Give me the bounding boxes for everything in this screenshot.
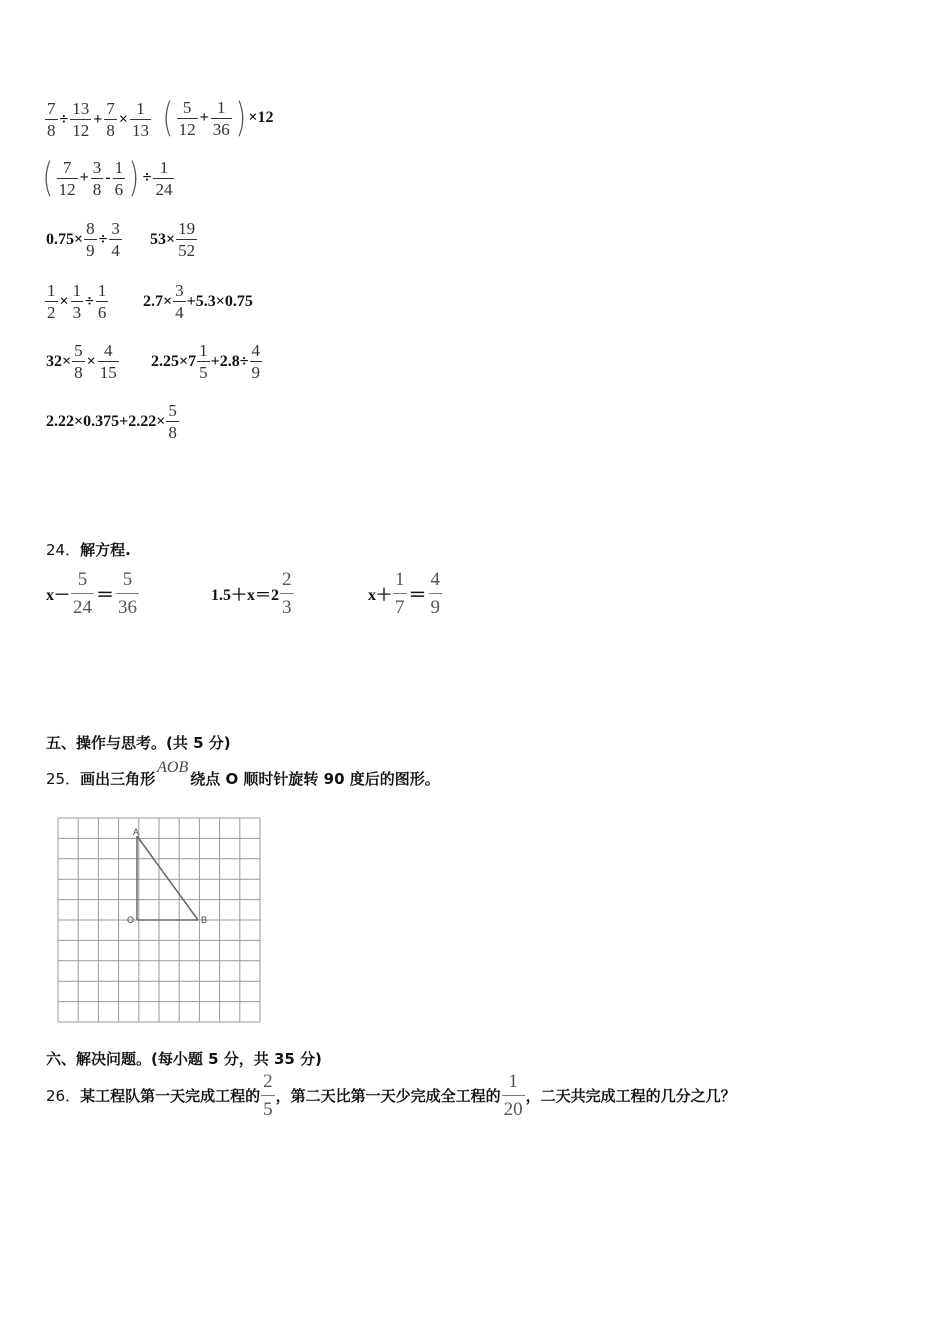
fraction: $\frac{1}{20}$ <box>503 1071 523 1120</box>
fraction: $\frac{5}{12}$ <box>178 97 196 139</box>
equation-3: x＋ $\frac{1}{7}$ ＝ $\frac{4}{9}$ <box>368 569 441 618</box>
question-25-text: 25．画出三角形AOB绕点 O 顺时针旋转 90 度后的图形。 <box>46 759 440 788</box>
fraction: $\frac{4}{9}$ <box>430 569 441 618</box>
fraction: $\frac{3}{4}$ <box>111 219 120 260</box>
calc-row-2: ( $\frac{7}{12}$ + $\frac{3}{8}$ - $\frac{1}{6}$ ) ÷ $\frac{1}{24}$ <box>42 155 173 201</box>
calc-row-1a: $\frac{7}{8}$ ÷ $\frac{13}{12}$ + $\frac{7}{8}$ × $\frac{1}{13}$ <box>47 99 150 140</box>
calc-row-3b: 53× $\frac{19}{52}$ <box>150 219 196 260</box>
label-o: O <box>127 915 135 925</box>
calc-row-3a: 0.75× $\frac{8}{9}$ ÷ $\frac{3}{4}$ <box>46 219 120 260</box>
fraction: $\frac{8}{9}$ <box>86 219 95 260</box>
fraction: $\frac{5}{24}$ <box>73 569 93 618</box>
equation-1: x－ $\frac{5}{24}$ ＝ $\frac{5}{36}$ <box>46 569 138 618</box>
equation-2: 1.5＋x＝2 $\frac{2}{3}$ <box>211 569 292 618</box>
fraction: $\frac{1}{5}$ <box>199 341 208 382</box>
fraction: $\frac{2}{5}$ <box>263 1071 273 1120</box>
fraction: $\frac{1}{2}$ <box>47 281 56 322</box>
section-5-title: 五、操作与思考。(共 5 分) <box>46 734 231 752</box>
segment-ab <box>137 836 198 920</box>
fraction: $\frac{1}{3}$ <box>72 281 82 322</box>
fraction: $\frac{2}{3}$ <box>282 569 292 618</box>
fraction: $\frac{1}{24}$ <box>155 157 173 199</box>
fraction: $\frac{5}{36}$ <box>118 569 138 618</box>
fraction: $\frac{7}{12}$ <box>58 157 76 199</box>
fraction: $\frac{7}{8}$ <box>47 99 56 140</box>
fraction: $\frac{7}{8}$ <box>106 99 115 140</box>
question-26-text: 26． 某工程队第一天完成工程的 $\frac{2}{5}$ ，第二天比第一天少完成全工程的 $\frac{1}{20}$ ，二天共完成工程的几分之几？ <box>46 1071 736 1120</box>
fraction: $\frac{19}{52}$ <box>178 219 196 260</box>
fraction: $\frac{1}{7}$ <box>395 569 405 618</box>
calc-row-6: 2.22×0.375+2.22× $\frac{5}{8}$ <box>46 401 177 442</box>
fraction: $\frac{13}{12}$ <box>72 99 90 140</box>
calc-row-5b: 2.25×7 $\frac{1}{5}$ +2.8÷ $\frac{4}{9}$ <box>151 341 261 382</box>
fraction: $\frac{1}{36}$ <box>212 97 230 139</box>
fraction: $\frac{1}{13}$ <box>132 99 150 140</box>
fraction: $\frac{4}{15}$ <box>99 341 117 382</box>
grid-figure <box>56 816 262 1026</box>
fraction: $\frac{1}{6}$ <box>97 281 107 322</box>
fraction: $\frac{5}{8}$ <box>168 401 177 442</box>
fraction: $\frac{4}{9}$ <box>251 341 261 382</box>
label-b: B <box>201 915 208 925</box>
question-24-heading: 24．解方程. <box>46 541 131 559</box>
fraction: $\frac{1}{6}$ <box>114 157 124 199</box>
calc-row-4a: $\frac{1}{2}$ × $\frac{1}{3}$ ÷ $\frac{1}{6}$ <box>47 281 107 322</box>
label-a: A <box>133 827 140 837</box>
fraction: $\frac{5}{8}$ <box>74 341 83 382</box>
fraction: $\frac{3}{8}$ <box>92 157 102 199</box>
calc-row-4b: 2.7× $\frac{3}{4}$ +5.3×0.75 <box>143 281 253 322</box>
section-6-title: 六、解决问题。(每小题 5 分，共 35 分) <box>46 1050 322 1068</box>
calc-row-5a: 32× $\frac{5}{8}$ × $\frac{4}{15}$ <box>46 341 117 382</box>
calc-row-1b: ( $\frac{5}{12}$ + $\frac{1}{36}$ ) ×12 <box>162 95 274 141</box>
fraction: $\frac{3}{4}$ <box>175 281 184 322</box>
